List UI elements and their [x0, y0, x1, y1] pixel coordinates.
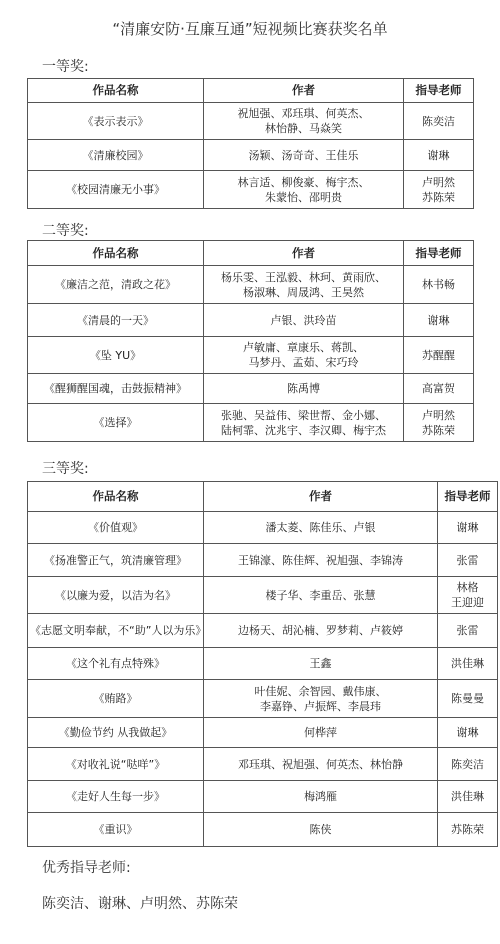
author-line: 杨乐雯、王泓毅、林珂、黄雨欣、	[221, 270, 386, 284]
work-title: 《选择》	[28, 404, 204, 442]
teacher-line: 谢琳	[427, 148, 450, 162]
author-names	[204, 171, 404, 209]
teacher-line: 卢明然	[422, 175, 455, 189]
work-title: 《醒狮醒国魂，击鼓振精神》	[28, 374, 204, 404]
table-row	[28, 171, 474, 209]
work-title: 《志愿文明奉献，不“助”人以为乐》	[28, 614, 204, 648]
author-names	[204, 337, 404, 374]
teacher-line: 洪佳琳	[451, 657, 484, 670]
work-title: 《贿路》	[28, 680, 204, 718]
teacher-names	[404, 404, 474, 442]
teacher-line: 苏陈荣	[422, 190, 455, 204]
author-line: 李嘉铮、卢振辉、李晨玮	[260, 699, 381, 713]
first-prize-label: 一等奖:	[42, 59, 89, 75]
table-row	[28, 266, 474, 304]
work-title: 《重识》	[28, 813, 204, 847]
table-row	[28, 718, 498, 748]
author-line: 朱蒙怡、邵明贵	[265, 190, 342, 204]
second-prize-label: 二等奖:	[42, 223, 89, 239]
teacher-line: 王迎迎	[451, 596, 484, 609]
excellent-teachers-label: 优秀指导老师:	[42, 860, 131, 876]
author-names	[204, 577, 438, 614]
table-row	[28, 140, 474, 171]
table-row	[28, 577, 498, 614]
author-names	[204, 304, 404, 337]
header-teacher: 指导老师	[404, 79, 474, 103]
teacher-line: 苏陈荣	[451, 823, 484, 836]
author-names	[204, 374, 404, 404]
table-row	[28, 103, 474, 140]
teacher-names	[404, 374, 474, 404]
author-names	[204, 781, 438, 813]
header-teacher: 指导老师	[404, 241, 474, 266]
work-title: 《坠 YU》	[28, 337, 204, 374]
teacher-line: 高富贺	[422, 382, 455, 395]
teacher-line: 苏醒醒	[422, 348, 455, 362]
author-names	[204, 544, 438, 577]
teacher-line: 谢琳	[456, 521, 479, 534]
header-work: 作品名称	[28, 79, 204, 103]
table-row	[28, 337, 474, 374]
teacher-line: 谢琳	[456, 726, 479, 739]
teacher-line: 苏陈荣	[422, 423, 455, 437]
second-prize-table	[27, 240, 474, 442]
teacher-names	[438, 781, 498, 813]
author-line: 王鑫	[309, 657, 332, 670]
author-line: 林言适、柳俊豪、梅宇杰、	[237, 175, 370, 189]
teacher-names	[404, 304, 474, 337]
teacher-names	[438, 813, 498, 847]
author-names	[204, 266, 404, 304]
author-names	[204, 813, 438, 847]
author-line: 林怡静、马焱笑	[265, 122, 342, 135]
third-prize-table	[27, 481, 498, 847]
author-line: 何桦萍	[304, 726, 337, 739]
author-line: 边杨天、胡沁楠、罗梦莉、卢筱婷	[238, 624, 403, 637]
author-line: 潘太菱、陈佳乐、卢银	[265, 521, 376, 534]
teacher-names	[404, 140, 474, 171]
teacher-line: 谢琳	[427, 313, 450, 327]
teacher-names	[404, 266, 474, 304]
table-row	[28, 680, 498, 718]
table-row	[28, 614, 498, 648]
author-names	[204, 648, 438, 680]
work-title: 《对收礼说“哒咩”》	[28, 748, 204, 781]
teacher-names	[404, 337, 474, 374]
author-names	[204, 748, 438, 781]
teacher-line: 林格	[456, 581, 479, 594]
page-title: “清廉安防·互廉互通”短视频比赛获奖名单	[112, 20, 388, 38]
teacher-names	[404, 171, 474, 209]
work-title: 《勤俭节约 从我做起》	[28, 718, 204, 748]
author-line: 邓珏琪、祝旭强、何英杰、林怡静	[238, 757, 403, 771]
third-prize-label: 三等奖:	[42, 461, 89, 477]
header-work: 作品名称	[28, 482, 204, 512]
teacher-names	[438, 748, 498, 781]
first-prize-table	[27, 78, 474, 209]
table-row	[28, 374, 474, 404]
teacher-names	[438, 577, 498, 614]
teacher-line: 卢明然	[422, 408, 455, 422]
author-line: 汤颖、汤奇奇、王佳乐	[248, 148, 359, 162]
author-names	[204, 512, 438, 544]
table-row	[28, 781, 498, 813]
author-names	[204, 103, 404, 140]
work-title: 《走好人生每一步》	[28, 781, 204, 813]
author-line: 张驰、吴益伟、梁世帮、金小娜、	[221, 408, 386, 422]
work-title: 《清晨的一天》	[28, 304, 204, 337]
teacher-names	[438, 680, 498, 718]
author-line: 陈侠	[309, 823, 332, 836]
author-names	[204, 140, 404, 171]
author-line: 梅鸿雁	[304, 790, 337, 803]
header-teacher: 指导老师	[438, 482, 498, 512]
teacher-names	[438, 718, 498, 748]
excellent-teachers-names: 陈奕洁、谢琳、卢明然、苏陈荣	[42, 896, 238, 912]
teacher-names	[438, 648, 498, 680]
table-header-row	[28, 241, 474, 266]
table-row	[28, 648, 498, 680]
table-row	[28, 813, 498, 847]
work-title: 《校园清廉无小事》	[28, 171, 204, 209]
teacher-names	[438, 544, 498, 577]
header-author: 作者	[204, 482, 438, 512]
work-title: 《表示表示》	[28, 103, 204, 140]
table-row	[28, 404, 474, 442]
author-line: 马梦丹、孟茹、宋巧玲	[248, 356, 359, 369]
teacher-names	[438, 614, 498, 648]
author-line: 祝旭强、邓珏琪、何英杰、	[237, 107, 370, 120]
author-line: 陈禹博	[287, 382, 320, 395]
work-title: 《这个礼有点特殊》	[28, 648, 204, 680]
author-names	[204, 718, 438, 748]
table-row	[28, 748, 498, 781]
table-row	[28, 512, 498, 544]
author-names	[204, 404, 404, 442]
work-title: 《清廉校园》	[28, 140, 204, 171]
author-line: 陆柯霏、沈兆宇、李汉卿、梅宇杰	[221, 423, 386, 437]
author-line: 卢敏庸、章康乐、蒋凯、	[243, 341, 364, 354]
author-names	[204, 680, 438, 718]
teacher-line: 林书畅	[422, 278, 455, 291]
teacher-names	[438, 512, 498, 544]
teacher-line: 陈奕洁	[451, 757, 484, 771]
work-title: 《廉洁之范，清政之花》	[28, 266, 204, 304]
author-line: 杨淑琳、周晟鸿、王昊然	[243, 285, 364, 299]
teacher-names	[404, 103, 474, 140]
work-title: 《以廉为爱，以洁为名》	[28, 577, 204, 614]
table-row	[28, 304, 474, 337]
header-author: 作者	[204, 79, 404, 103]
author-line: 楼子华、李重岳、张慧	[265, 588, 376, 602]
header-work: 作品名称	[28, 241, 204, 266]
table-row	[28, 544, 498, 577]
author-line: 王锦濠、陈佳辉、祝旭强、李锦涛	[238, 553, 403, 567]
teacher-line: 陈曼曼	[451, 692, 484, 705]
table-header-row	[28, 482, 498, 512]
author-line: 叶佳妮、余智园、戴伟康、	[254, 684, 387, 698]
author-line: 卢银、洪玲苗	[270, 313, 337, 327]
header-author: 作者	[204, 241, 404, 266]
teacher-line: 张雷	[456, 624, 479, 637]
author-names	[204, 614, 438, 648]
work-title: 《扬准警正气，筑清廉管理》	[28, 544, 204, 577]
table-header-row	[28, 79, 474, 103]
teacher-line: 洪佳琳	[451, 790, 484, 803]
teacher-line: 陈奕洁	[422, 114, 455, 128]
work-title: 《价值观》	[28, 512, 204, 544]
teacher-line: 张雷	[456, 553, 479, 567]
